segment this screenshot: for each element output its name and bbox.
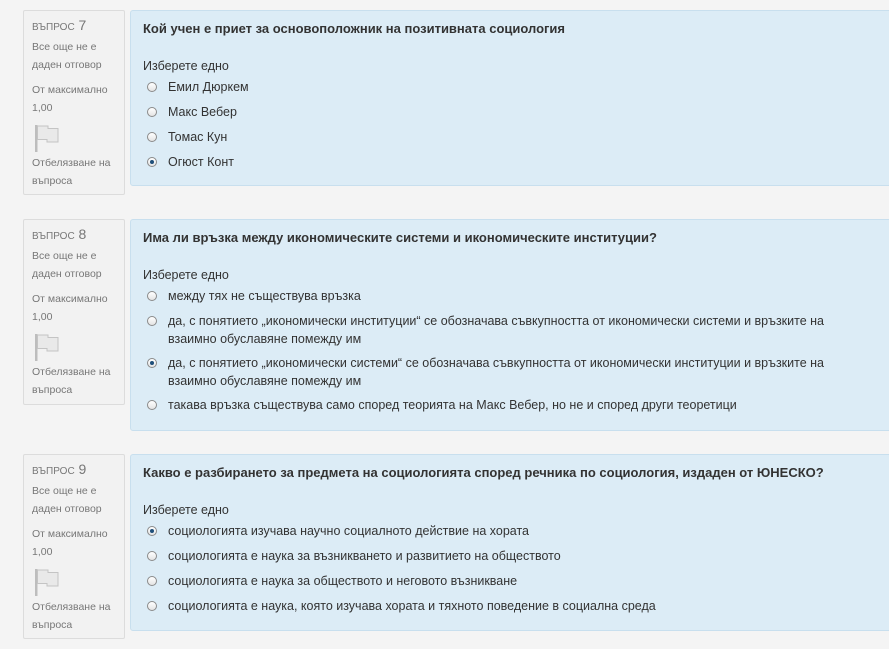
- radio-button[interactable]: [147, 316, 157, 326]
- question-text: Има ли връзка между икономическите системи и икономическите институции?: [143, 230, 657, 245]
- question-number-value: 8: [78, 226, 87, 242]
- answer-option-label: между тях не съществува връзка: [168, 289, 361, 303]
- question-info: [23, 219, 125, 405]
- question-content: [130, 454, 889, 631]
- answer-prompt: Изберете едно: [143, 59, 229, 73]
- answer-option-label: социологията изучава научно социалното действие на хората: [168, 524, 530, 538]
- question-state: Все още не е даден отговор: [32, 485, 102, 515]
- answer-option-label: социологията е наука, която изучава хората и тяхното поведение в социална среда: [168, 599, 656, 613]
- question-prefix: ВЪПРОС: [32, 22, 75, 33]
- flag-icon[interactable]: [32, 123, 62, 153]
- question-grade: [32, 525, 117, 561]
- max-grade-label: От максимално: [32, 528, 108, 540]
- answer-option[interactable]: [143, 103, 868, 121]
- question-prefix: ВЪПРОС: [32, 466, 75, 477]
- answer-option-label: социологията е наука за възникването и развитието на обществото: [168, 549, 561, 563]
- flag-question-link[interactable]: Отбелязване на въпроса: [32, 157, 111, 187]
- radio-button[interactable]: [147, 107, 157, 117]
- answer-option[interactable]: [143, 354, 868, 390]
- answer-option-label: да, с понятието „икономически институции“ се обозначава съвкупността от икономически системи и връзките на взаимно обуславяне помежду им: [168, 314, 824, 346]
- question-content: [130, 219, 889, 431]
- question-text: Кой учен е приет за основоположник на позитивната социология: [143, 21, 566, 36]
- answer-option-label: такава връзка съществува само според теорията на Макс Вебер, но не и според други теоретици: [168, 398, 737, 412]
- answer-option[interactable]: [143, 153, 868, 171]
- flag-question-link[interactable]: Отбелязване на въпроса: [32, 601, 111, 631]
- question-prefix: ВЪПРОС: [32, 231, 75, 242]
- answer-option[interactable]: [143, 597, 868, 615]
- answer-option[interactable]: [143, 572, 868, 590]
- question-grade: [32, 81, 117, 117]
- question-number: [32, 226, 117, 244]
- flag-icon[interactable]: [32, 567, 62, 597]
- answer-option[interactable]: [143, 78, 868, 96]
- radio-button[interactable]: [147, 132, 157, 142]
- question-number-value: 9: [78, 461, 87, 477]
- question-info: [23, 10, 125, 195]
- answer-option[interactable]: [143, 547, 868, 565]
- max-grade-value: 1,00: [32, 102, 53, 114]
- answer-option[interactable]: [143, 396, 868, 414]
- max-grade-value: 1,00: [32, 311, 53, 323]
- answer-option[interactable]: [143, 287, 868, 305]
- radio-button[interactable]: [147, 82, 157, 92]
- radio-button[interactable]: [147, 576, 157, 586]
- flag-icon[interactable]: [32, 332, 62, 362]
- answer-prompt: Изберете едно: [143, 503, 229, 517]
- answer-option[interactable]: [143, 312, 868, 348]
- answer-option-label: Макс Вебер: [168, 105, 237, 119]
- answer-option-label: Огюст Конт: [168, 155, 234, 169]
- question-number: [32, 461, 117, 479]
- max-grade-label: От максимално: [32, 293, 108, 305]
- radio-button[interactable]: [147, 291, 157, 301]
- radio-button[interactable]: [147, 400, 157, 410]
- question-state: Все още не е даден отговор: [32, 41, 102, 71]
- flag-question-link[interactable]: Отбелязване на въпроса: [32, 366, 111, 396]
- max-grade-value: 1,00: [32, 546, 53, 558]
- question-grade: [32, 290, 117, 326]
- answer-option-label: Томас Кун: [168, 130, 228, 144]
- radio-button-checked[interactable]: [147, 358, 157, 368]
- answer-option[interactable]: [143, 128, 868, 146]
- answer-prompt: Изберете едно: [143, 268, 229, 282]
- question-text: Какво е разбирането за предмета на социологията според речника по социология, издаден от ЮНЕСКО?: [143, 465, 824, 480]
- radio-button[interactable]: [147, 601, 157, 611]
- question-state: Все още не е даден отговор: [32, 250, 102, 280]
- radio-button-checked[interactable]: [147, 157, 157, 167]
- question-number-value: 7: [78, 17, 87, 33]
- max-grade-label: От максимално: [32, 84, 108, 96]
- question-info: [23, 454, 125, 639]
- question-content: [130, 10, 889, 186]
- answer-option-label: Емил Дюркем: [168, 80, 249, 94]
- radio-button-checked[interactable]: [147, 526, 157, 536]
- question-number: [32, 17, 117, 35]
- radio-button[interactable]: [147, 551, 157, 561]
- answer-option-label: да, с понятието „икономически системи“ се обозначава съвкупността от икономически институции и връзките на взаимно обуславяне помежду им: [168, 356, 824, 388]
- answer-option-label: социологията е наука за обществото и неговото възникване: [168, 574, 518, 588]
- answer-option[interactable]: [143, 522, 868, 540]
